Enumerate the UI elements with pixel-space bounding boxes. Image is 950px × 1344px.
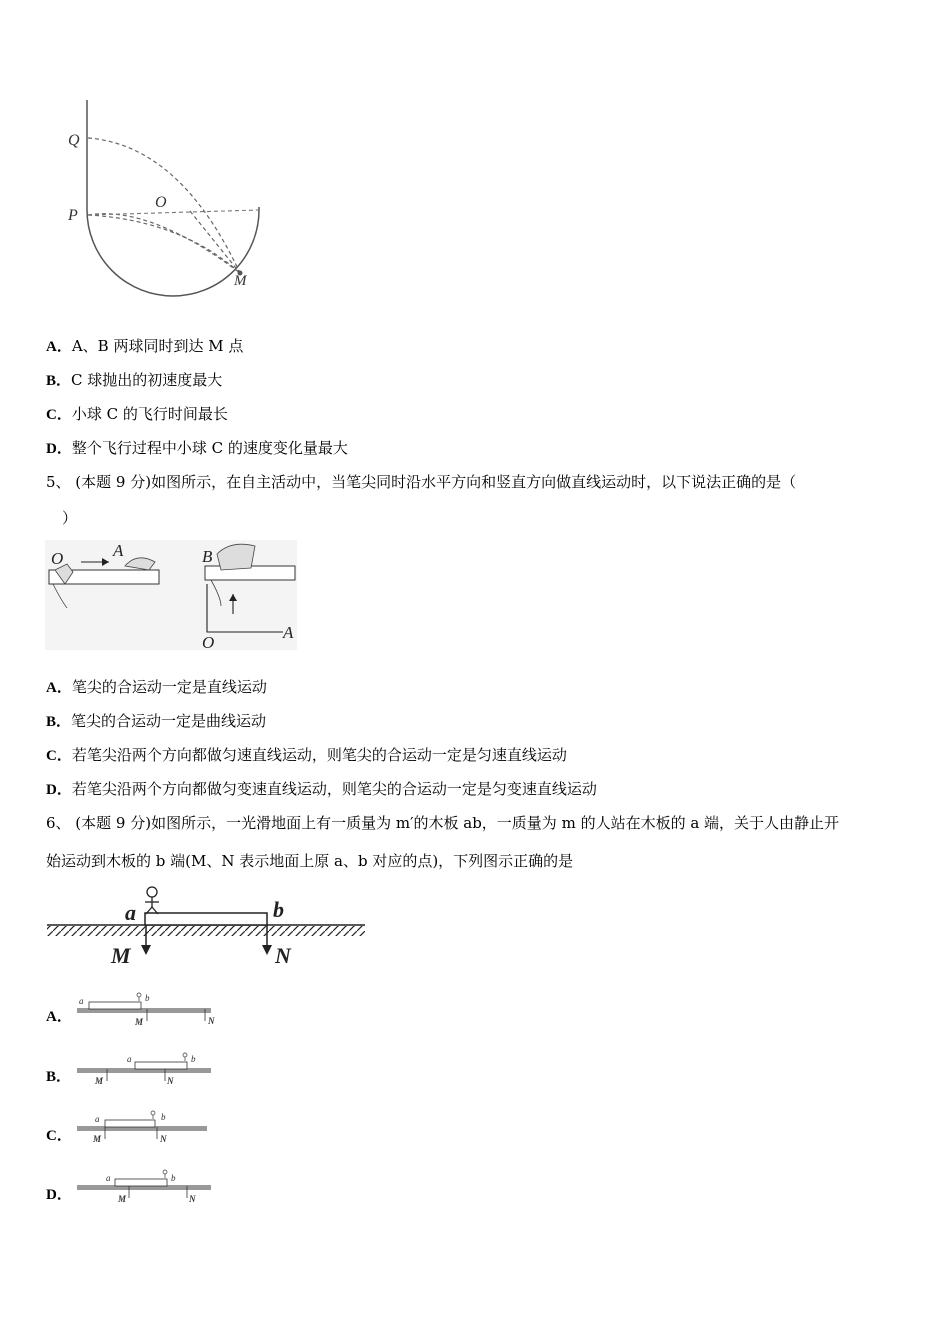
fig6-label-b: b (273, 897, 284, 922)
figure-board-person (45, 883, 370, 973)
label-M: M (234, 273, 247, 289)
fig6-label-N: N (275, 943, 291, 968)
fig5-label-A2: A (283, 623, 294, 642)
svg-text:M: M (95, 1076, 104, 1086)
figure-pen-motion (45, 540, 297, 650)
label-Q: Q (68, 132, 80, 149)
q6-option-c-label: C． (46, 1128, 72, 1144)
svg-text:M: M (118, 1194, 127, 1204)
svg-text:M: M (135, 1017, 144, 1027)
svg-text:N: N (208, 1016, 215, 1026)
label-O: O (155, 194, 167, 211)
q6-stem-line1: 6、 (本题 9 分)如图所示，一光滑地面上有一质量为 m′的木板 ab，一质量为 m 的人站在木板的 a 端，关于人由静止开 (46, 814, 840, 832)
label-P: P (68, 207, 78, 224)
q4-option-b: B．C 球抛出的初速度最大 (46, 371, 223, 389)
figure-semicircle-trajectories (60, 95, 275, 305)
svg-text:a: a (106, 1173, 111, 1183)
q6-option-c-figure (75, 1108, 220, 1146)
svg-text:b: b (171, 1173, 176, 1183)
q5-option-d: D．若笔尖沿两个方向都做匀变速直线运动，则笔尖的合运动一定是匀变速直线运动 (46, 780, 597, 798)
svg-text:a: a (95, 1114, 100, 1124)
q5-option-c: C．若笔尖沿两个方向都做匀速直线运动，则笔尖的合运动一定是匀速直线运动 (46, 746, 567, 764)
q6-option-d-label: D． (46, 1187, 72, 1203)
q6-stem-line2: 始运动到木板的 b 端(M、N 表示地面上原 a、b 对应的点)，下列图示正确的是 (46, 852, 574, 870)
svg-text:b: b (191, 1054, 196, 1064)
fig5-label-O2: O (202, 633, 215, 650)
svg-text:a: a (127, 1054, 132, 1064)
svg-text:b: b (161, 1112, 166, 1122)
q6-option-b-label: B． (46, 1069, 72, 1085)
fig5-label-A1: A (113, 541, 124, 560)
svg-text:N: N (189, 1194, 196, 1204)
svg-text:b: b (145, 993, 150, 1003)
q6-option-a-figure (75, 990, 220, 1028)
svg-text:a: a (79, 996, 84, 1006)
q4-option-a: A．A、B 两球同时到达 M 点 (46, 337, 244, 355)
svg-text:M: M (93, 1134, 102, 1144)
fig6-label-a: a (125, 900, 136, 925)
fig6-label-M: M (111, 943, 131, 968)
q6-option-a-label: A． (46, 1009, 72, 1025)
q5-option-a: A．笔尖的合运动一定是直线运动 (46, 678, 267, 696)
q4-option-d: D．整个飞行过程中小球 C 的速度变化量最大 (46, 439, 348, 457)
fig5-label-O1: O (51, 549, 64, 568)
q6-option-b-figure (75, 1050, 220, 1088)
fig5-label-B: B (202, 547, 213, 566)
q5-stem-line1: 5、 (本题 9 分)如图所示，在自主活动中，当笔尖同时沿水平方向和竖直方向做直线运动时，以下说法正确的是（ (46, 473, 797, 491)
q6-option-d-figure (75, 1165, 220, 1207)
q5-option-b: B．笔尖的合运动一定是曲线运动 (46, 712, 267, 730)
q5-stem-line2: ） (62, 509, 78, 527)
svg-text:N: N (167, 1076, 174, 1086)
q4-option-c: C．小球 C 的飞行时间最长 (46, 405, 228, 423)
svg-text:N: N (160, 1134, 167, 1144)
